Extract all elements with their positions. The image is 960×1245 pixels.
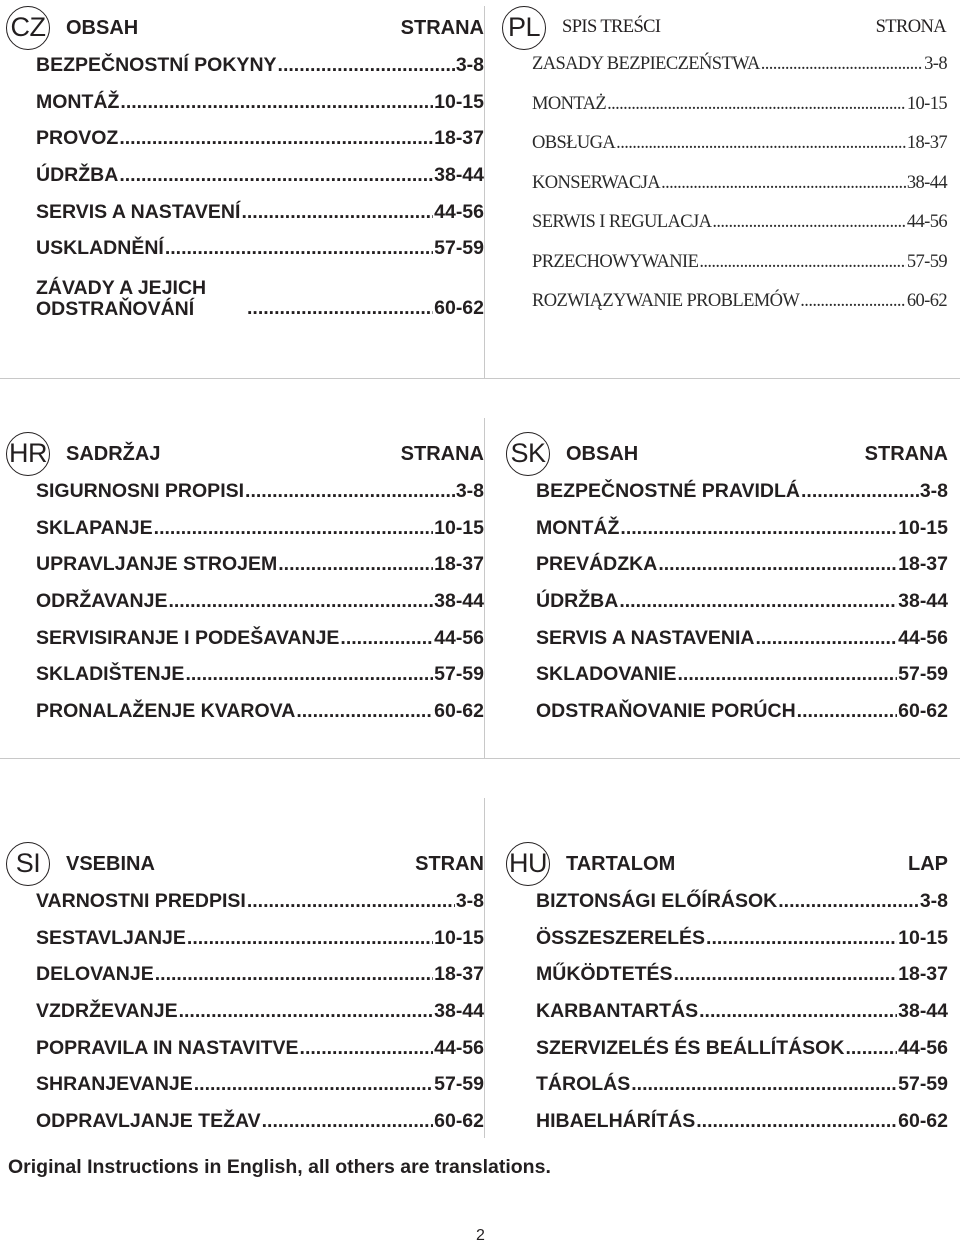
toc-entry[interactable]: MŰKÖDTETÉS ..... 18-37 — [536, 963, 948, 1000]
vertical-divider-bottom — [484, 798, 485, 1138]
toc-entry[interactable]: SERVIS A NASTAVENÍ ..... 44-56 — [36, 201, 484, 238]
toc-title: SADRŽAJ — [66, 443, 161, 465]
horizontal-divider-2 — [0, 758, 960, 759]
page-column-label: STRANA — [400, 443, 484, 465]
language-badge: PL — [502, 6, 546, 50]
toc-entry[interactable]: OBSŁUGA ..... 18-37 — [532, 133, 947, 173]
toc-entry[interactable]: TÁROLÁS ..... 57-59 — [536, 1073, 948, 1110]
vertical-divider-middle — [484, 418, 485, 758]
toc-entry[interactable]: USKLADNĚNÍ ..... 57-59 — [36, 237, 484, 274]
language-badge: SK — [506, 432, 550, 476]
page-column-label: STRAN — [415, 853, 484, 875]
toc-entry[interactable]: BEZPEČNOSTNÉ PRAVIDLÁ ..... 3-8 — [536, 480, 948, 517]
toc-entry[interactable]: BIZTONSÁGI ELŐÍRÁSOK ..... 3-8 — [536, 890, 948, 927]
toc-entry[interactable]: ODSTRAŇOVANIE PORÚCH ..... 60-62 — [536, 700, 948, 737]
toc-entry[interactable]: ODRŽAVANJE ..... 38-44 — [36, 590, 484, 627]
page-number: 2 — [476, 1227, 485, 1244]
language-badge: HU — [506, 842, 550, 886]
toc-header — [507, 2, 946, 54]
toc-entry[interactable]: MONTÁŽ ..... 10-15 — [536, 517, 948, 554]
toc-entry[interactable]: HIBAELHÁRÍTÁS ..... 60-62 — [536, 1110, 948, 1147]
horizontal-divider-1 — [0, 378, 960, 379]
toc-entry[interactable]: ROZWIĄZYWANIE PROBLEMÓW ..... 60-62 — [532, 291, 947, 331]
toc-entry[interactable]: SERVIS A NASTAVENIA ..... 44-56 — [536, 627, 948, 664]
toc-section-sk — [510, 428, 948, 737]
toc-entry[interactable]: SERVISIRANJE I PODEŠAVANJE ..... 44-56 — [36, 627, 484, 664]
language-badge: SI — [6, 842, 50, 886]
page-column-label: LAP — [908, 853, 948, 875]
toc-title: VSEBINA — [66, 853, 155, 875]
toc-section-pl — [507, 2, 947, 331]
toc-entry[interactable]: PREVÁDZKA ..... 18-37 — [536, 553, 948, 590]
toc-entry[interactable]: ODPRAVLJANJE TEŽAV ..... 60-62 — [36, 1110, 484, 1147]
toc-entry[interactable]: SERWIS I REGULACJA ..... 44-56 — [532, 212, 947, 252]
toc-entry[interactable]: MONTÁŽ ..... 10-15 — [36, 91, 484, 128]
toc-entry[interactable]: UPRAVLJANJE STROJEM ..... 18-37 — [36, 553, 484, 590]
toc-entry[interactable]: ÖSSZESZERELÉS ..... 10-15 — [536, 927, 948, 964]
page-column-label: STRANA — [400, 17, 484, 39]
toc-entry[interactable]: SKLAPANJE ..... 10-15 — [36, 517, 484, 554]
toc-entry[interactable]: SKLADOVANIE ..... 57-59 — [536, 663, 948, 700]
toc-entry[interactable]: SIGURNOSNI PROPISI ..... 3-8 — [36, 480, 484, 517]
toc-title: SPIS TREŚCI — [562, 17, 661, 37]
language-badge: HR — [6, 432, 50, 476]
toc-entry[interactable]: ÚDRŽBA ..... 38-44 — [36, 164, 484, 201]
toc-entry[interactable]: PROVOZ ..... 18-37 — [36, 127, 484, 164]
toc-title: OBSAH — [66, 17, 139, 39]
toc-section-hr — [9, 428, 484, 737]
toc-header — [509, 838, 948, 890]
page-column-label: STRANA — [864, 443, 948, 465]
toc-section-hu — [509, 838, 948, 1147]
toc-entry[interactable]: KONSERWACJA ..... 38-44 — [532, 173, 947, 213]
language-badge: CZ — [6, 6, 50, 50]
toc-entry[interactable]: SZERVIZELÉS ÉS BEÁLLÍTÁSOK ..... 44-56 — [536, 1037, 948, 1074]
toc-title: OBSAH — [566, 443, 639, 465]
toc-header — [15, 838, 484, 890]
toc-entry[interactable]: ZÁVADY A JEJICH ODSTRAŇOVÁNÍ ..... 60-62 — [36, 274, 484, 326]
toc-entry[interactable]: SESTAVLJANJE ..... 10-15 — [36, 927, 484, 964]
toc-entry[interactable]: VARNOSTNI PREDPISI ..... 3-8 — [36, 890, 484, 927]
toc-header — [10, 2, 484, 54]
toc-entry[interactable]: DELOVANJE ..... 18-37 — [36, 963, 484, 1000]
page-column-label: STRONA — [875, 17, 946, 37]
toc-entry[interactable]: MONTAŻ ..... 10-15 — [532, 94, 947, 134]
toc-entry[interactable]: ZASADY BEZPIECZEŃSTWA ..... 3-8 — [532, 54, 947, 94]
toc-entry[interactable]: POPRAVILA IN NASTAVITVE ..... 44-56 — [36, 1037, 484, 1074]
toc-entry[interactable]: SHRANJEVANJE ..... 57-59 — [36, 1073, 484, 1110]
toc-entry[interactable]: SKLADIŠTENJE ..... 57-59 — [36, 663, 484, 700]
toc-header — [9, 428, 484, 480]
toc-entry[interactable]: PRONALAŽENJE KVAROVA ..... 60-62 — [36, 700, 484, 737]
toc-entry[interactable]: PRZECHOWYWANIE ..... 57-59 — [532, 252, 947, 292]
toc-entry[interactable]: VZDRŽEVANJE ..... 38-44 — [36, 1000, 484, 1037]
toc-entry[interactable]: KARBANTARTÁS ..... 38-44 — [536, 1000, 948, 1037]
toc-section-cz — [10, 2, 484, 326]
toc-entry[interactable]: BEZPEČNOSTNÍ POKYNY ..... 3-8 — [36, 54, 484, 91]
toc-section-si — [15, 838, 484, 1147]
vertical-divider-top — [484, 6, 485, 378]
toc-entry[interactable]: ÚDRŽBA ..... 38-44 — [536, 590, 948, 627]
translation-note: Original Instructions in English, all others are translations. — [8, 1156, 551, 1178]
toc-header — [510, 428, 948, 480]
toc-title: TARTALOM — [566, 853, 676, 875]
